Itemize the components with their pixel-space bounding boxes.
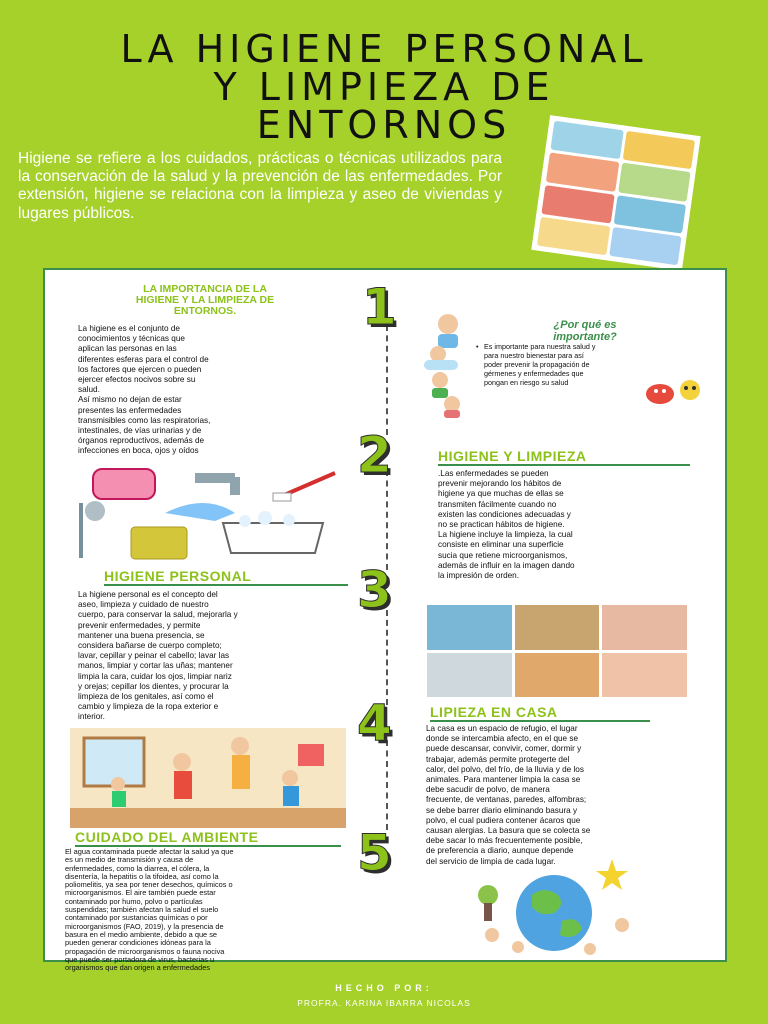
photo-tile <box>427 653 512 698</box>
text-line: aseo, limpieza y cuidado de nuestro <box>78 600 209 610</box>
why-important-heading <box>520 319 650 343</box>
text-line: pueden generar condiciones idóneas para la <box>65 938 211 948</box>
text-line: y orejas; cepillar los dientes, y procurar la <box>78 681 229 691</box>
text-line: causan alergias. La basura que se colecta se <box>426 826 591 836</box>
text-line: gérmenes y enfermedades que <box>484 369 584 378</box>
text-line: no se practican hábitos de higiene. <box>438 520 565 530</box>
text-line: .Las enfermedades se pueden <box>438 469 549 478</box>
collage-tile-7 <box>537 217 610 256</box>
text-line: para nuestro bienestar para así <box>484 351 584 360</box>
photo-tile <box>515 605 600 650</box>
timeline-connector <box>386 740 388 830</box>
text-line: poliomelitis, ya sea por tener desechos, químicos o <box>65 880 233 890</box>
hygiene-habits-collage <box>531 115 700 271</box>
text-line: La higiene personal es el concepto del <box>78 590 218 599</box>
timeline-connector <box>386 470 388 570</box>
text-line: contaminado por humo, polvo o partículas <box>65 896 203 906</box>
text-line: La higiene incluye la limpieza, la cual <box>438 530 573 540</box>
text-line: • Es importante para nuestra salud y <box>484 342 596 351</box>
germs-illustration <box>640 372 710 412</box>
text-line: puede descansar, convivir, comer, dormir y <box>426 744 582 754</box>
heading-line: HIGIENE Y LA LIMPIEZA DE <box>135 294 275 306</box>
text-line: ejercer efectos nocivos sobre su <box>78 375 196 385</box>
text-line: transmiten fácilmente cuando no <box>438 499 557 509</box>
footer-author: PROFRA. KARINA IBARRA NICOLAS <box>297 998 471 1008</box>
text-line: interior. <box>78 712 105 722</box>
section-3-text <box>78 590 348 723</box>
text-line: existen las condiciones adecuadas y <box>438 509 571 519</box>
text-line: mantener una buena presencia, se <box>78 630 205 640</box>
text-line: considera bañarse de cuerpo completo; <box>78 641 222 651</box>
text-line: poder prevenir la propagación de <box>484 360 590 369</box>
text-line: debe sacar lo más frecuentemente posible, <box>426 836 583 846</box>
text-line: intestinales, de vías urinarias y de <box>78 426 202 436</box>
section-5-text <box>65 848 345 972</box>
text-line: prevenir enfermedades, y permite <box>78 620 201 630</box>
family-cleaning-illustration <box>70 728 346 828</box>
text-line: cambio y limpieza de la ropa exterior e <box>78 702 219 712</box>
text-line: polvo, el cual pudiera contener ácaros que <box>426 815 581 825</box>
page-title <box>0 27 768 147</box>
why-important-text <box>484 342 634 387</box>
step-number-3: 3 <box>357 561 392 619</box>
text-line: de preferencia a diario, aunque depende <box>426 846 574 856</box>
section-3-heading: HIGIENE PERSONAL <box>104 568 348 586</box>
hygiene-items-illustration <box>75 463 340 563</box>
title-line-3: ENTORNOS <box>256 103 512 147</box>
text-line: frecuente, de ventanas, paredes, alfombras; <box>426 795 587 805</box>
personal-hygiene-photo-grid <box>427 605 687 697</box>
text-line: pongan en riesgo su salud <box>484 378 569 387</box>
text-line: manos, limpiar y cortar las uñas; mantener <box>78 661 233 671</box>
text-line: calor, del polvo, del frío, de la lluvia y de los <box>426 764 584 774</box>
footer-label: HECHO POR: <box>335 983 433 993</box>
text-line: disentería, la hepatitis o la tifoidea, así como la <box>65 871 219 881</box>
text-line: limpia la cara, cuidar los ojos, limpiar nariz <box>78 671 232 681</box>
text-line: basura en el medio ambiente, debido a que se <box>65 929 218 939</box>
title-line-1: LA HIGIENE PERSONAL <box>120 27 648 71</box>
photo-tile <box>427 605 512 650</box>
text-line: limpieza de los genitales, así como el <box>78 692 214 702</box>
text-line: salud. <box>78 385 100 395</box>
text-line: es un medio de transmisión y causa de <box>65 855 194 865</box>
text-line: propagación de microorganismos o fauna nociva <box>65 946 225 956</box>
text-line: los factores que ejercen o pueden <box>78 364 202 374</box>
text-line: sucia que retiene microorganismos, <box>438 550 568 560</box>
text-line: lavar, cepillar y peinar el cabello; lavar las <box>78 651 230 661</box>
text-line: donde se intercambia afecto, en el que se <box>426 734 579 744</box>
section-1-heading <box>75 284 335 317</box>
text-line: Así mismo no dejan de estar <box>78 395 182 405</box>
text-line: microorganismos (FAO, 2019), y la presencia de <box>65 921 224 931</box>
section-4-text <box>426 724 704 867</box>
text-line: presentes las enfermedades <box>78 405 182 415</box>
intro-line: limpieza y aseo de viviendas y lugares públicos. <box>18 186 502 222</box>
text-line: que puede ser portadora de virus, bacterias u <box>65 954 215 964</box>
text-line: La casa es un espacio de refugio, el lugar <box>426 724 578 733</box>
timeline-connector <box>386 325 388 435</box>
step-number-2: 2 <box>357 426 392 484</box>
text-line: aplican las personas en las <box>78 344 177 354</box>
heading-line: LA IMPORTANCIA DE LA <box>143 283 267 295</box>
text-line: diferentes esferas para el control de <box>78 354 209 364</box>
intro-line: salud y la prevención de las enfermedades. <box>170 168 478 186</box>
text-line: del servicio de limpia de cada lugar. <box>426 856 556 866</box>
collage-tile-8 <box>609 227 682 266</box>
intro-line: técnicas utilizados para la conservación de la <box>18 150 502 186</box>
title-line-2: Y LIMPIEZA DE <box>213 65 555 109</box>
text-line: conocimientos y técnicas que <box>78 334 185 344</box>
earth-environment-illustration <box>462 855 646 955</box>
text-line: La higiene es el conjunto de <box>78 324 180 333</box>
section-5-heading: CUIDADO DEL AMBIENTE <box>75 829 341 847</box>
intro-paragraph <box>18 150 502 223</box>
text-line: contaminado por sustancias químicas o por <box>65 913 208 923</box>
collage-tile-comb <box>546 153 619 192</box>
text-line: trabajar, además permite protegerte del <box>426 754 570 764</box>
text-line: se debe barrer diario eliminando basura y <box>426 805 578 815</box>
text-line: El agua contaminada puede afectar la salud ya que <box>65 847 234 856</box>
text-line: además de influir en la imagen dando <box>438 560 575 570</box>
text-line: debe sacudir de polvo, de manera <box>426 785 550 795</box>
heading-line: ¿Por qué es <box>553 319 617 331</box>
photo-tile <box>602 653 687 698</box>
step-number-1: 1 <box>362 278 397 336</box>
section-4-heading: LIPIEZA EN CASA <box>430 704 650 722</box>
text-line: prevenir mejorando los hábitos de <box>438 479 562 489</box>
text-line: microorganismos. El aire también puede estar <box>65 888 216 898</box>
photo-tile <box>602 605 687 650</box>
text-line: la impresión de orden. <box>438 571 520 581</box>
step-number-5: 5 <box>357 824 392 882</box>
text-line: enfermedades, como la diarrea, el cólera, la <box>65 863 210 873</box>
text-line: transmisibles como las respiratorias, <box>78 415 211 425</box>
heading-line: ENTORNOS. <box>173 305 237 317</box>
text-line: animales. Para mantener limpia la casa se <box>426 775 581 785</box>
text-line: cuerpo, para conservar la salud, mejorarla y <box>78 610 238 620</box>
intro-line: Por extensión, higiene se relaciona con la <box>18 168 502 204</box>
section-2-text <box>438 469 692 581</box>
text-line: órganos reproductivos, además de <box>78 436 205 446</box>
intro-line: Higiene se refiere a los cuidados, prácticas o <box>18 150 339 167</box>
text-line: consiste en eliminar una superficie <box>438 540 564 550</box>
text-line: organismos que dan origen a enfermedades <box>65 963 211 973</box>
timeline-connector <box>386 610 388 705</box>
text-line: infecciones en boca, ojos y oídos <box>78 446 199 456</box>
section-2-heading: HIGIENE Y LIMPIEZA <box>438 448 690 466</box>
text-line: higiene ya que muchas de ellas se <box>438 489 564 499</box>
text-line: suspendidas; también afectan la salud el suelo <box>65 905 219 915</box>
collage-tile-teeth <box>618 163 691 202</box>
heading-line: importante? <box>553 331 617 343</box>
kids-hygiene-illustration <box>418 310 478 420</box>
section-1-text <box>78 324 324 457</box>
step-number-4: 4 <box>357 694 392 752</box>
photo-tile <box>515 653 600 698</box>
